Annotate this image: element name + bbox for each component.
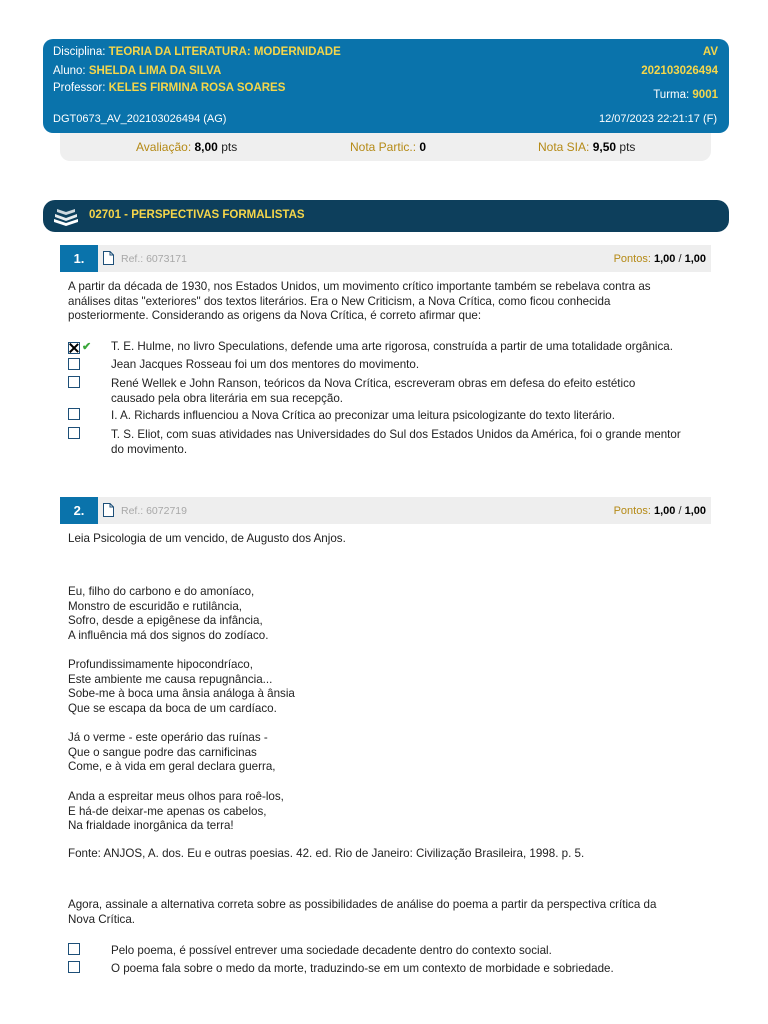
professor-value: KELES FIRMINA ROSA SOARES: [108, 82, 286, 94]
option-text: [111, 377, 711, 406]
question-ref: Ref.: 6073171: [121, 253, 187, 265]
option-line: T. E. Hulme, no livro Speculations, defende uma arte rigorosa, construída a partir de uma totalidade orgânica.: [111, 340, 673, 353]
points-obtained: 1,00: [653, 253, 676, 265]
option-checkbox[interactable]: [68, 358, 80, 370]
points-label: Pontos:: [613, 253, 651, 265]
option-line: causado pela obra literária em sua recepção.: [111, 391, 344, 405]
points-total: 1,00: [684, 505, 706, 517]
option-line: René Wellek e John Ranson, teóricos da Nova Crítica, escreveram obras em defesa do efeito estético: [111, 377, 636, 390]
avaliacao-label: Avaliação:: [136, 140, 192, 154]
question-number: 1.: [60, 245, 98, 272]
option-line: T. S. Eliot, com suas atividades nas Universidades do Sul dos Estados Unidos da América, foi o grande mentor: [111, 428, 681, 441]
prompt-line: Agora, assinale a alternativa correta sobre as possibilidades de análise do poema a partir da perspectiva crítica da: [68, 898, 657, 911]
question-1-bar: [60, 245, 711, 272]
disciplina-label: Disciplina:: [53, 46, 106, 58]
document-icon[interactable]: [103, 251, 114, 265]
professor-row: [53, 82, 285, 94]
points-label: Pontos:: [613, 505, 651, 517]
section-header: [43, 200, 729, 232]
option-text: [111, 962, 711, 977]
option-text: [111, 340, 711, 355]
aluno-label: Aluno:: [53, 65, 86, 77]
poem-stanza: Já o verme - este operário das ruínas - Que o sangue podre das carnificinas Come, e à vida em geral declara guerra,: [68, 731, 276, 774]
correct-check-icon: ✔: [82, 341, 92, 353]
document-icon[interactable]: [103, 503, 114, 517]
aluno-value: SHELDA LIMA DA SILVA: [88, 65, 222, 77]
option-checkbox[interactable]: [68, 376, 80, 388]
option-checkbox[interactable]: [68, 961, 80, 973]
poem-source: Fonte: ANJOS, A. dos. Eu e outras poesias. 42. ed. Rio de Janeiro: Civilização Brasileira, 1998. p. 5.: [68, 847, 585, 860]
avaliacao-value: 8,00: [194, 140, 218, 154]
exam-type: AV: [702, 46, 718, 58]
option-line: Jean Jacques Rosseau foi um dos mentores do movimento.: [111, 358, 420, 371]
grade-nota-partic: [350, 140, 426, 154]
section-title: 02701 - PERSPECTIVAS FORMALISTAS: [89, 209, 305, 221]
option-text: [111, 944, 711, 959]
question-number: 2.: [60, 497, 98, 524]
books-icon: [51, 206, 81, 226]
prompt-line: posteriormente. Considerando as origens da Nova Crítica, é correto afirmar que:: [68, 309, 482, 323]
turma-value: 9001: [692, 89, 718, 101]
grades-bar: [60, 133, 711, 161]
points-total: 1,00: [684, 253, 706, 265]
option-line: Pelo poema, é possível entrever uma sociedade decadente dentro do contexto social.: [111, 944, 552, 957]
poem-stanza: Profundissimamente hipocondríaco, Este ambiente me causa repugnância... Sobe-me à boca uma ânsia análoga à ânsia Que se escapa da boca de um cardíaco.: [68, 658, 295, 715]
nota-partic-value: 0: [419, 140, 427, 154]
prompt-line: A partir da década de 1930, nos Estados Unidos, um movimento crítico importante também se rebelava contra as: [68, 280, 651, 293]
question-2-prompt: [68, 898, 656, 927]
avaliacao-unit: pts: [221, 140, 238, 154]
exam-code: DGT0673_AV_202103026494 (AG): [53, 113, 227, 125]
prompt-line: Nova Crítica.: [68, 912, 136, 926]
professor-label: Professor:: [53, 82, 106, 94]
question-points: [614, 505, 706, 517]
question-points: [614, 253, 706, 265]
option-line: O poema fala sobre o medo da morte, traduzindo-se em um contexto de morbidade e sobriedade.: [111, 962, 614, 975]
poem-stanza: Anda a espreitar meus olhos para roê-los, E há-de deixar-me apenas os cabelos, Na frialdade inorgânica da terra!: [68, 790, 284, 833]
points-obtained: 1,00: [653, 505, 676, 517]
option-line: I. A. Richards influenciou a Nova Crítica ao preconizar uma leitura psicologizante do texto literário.: [111, 409, 615, 422]
option-text: [111, 428, 711, 457]
option-checkbox[interactable]: [68, 427, 80, 439]
option-checkbox[interactable]: [68, 943, 80, 955]
prompt-line: análises ditas "exteriores" dos textos literários. Era o New Criticism, a Nova Crítica, como ficou conhecida: [68, 294, 611, 308]
option-text: [111, 409, 711, 424]
matricula: 202103026494: [641, 65, 718, 77]
option-text: [111, 358, 711, 373]
question-ref: Ref.: 6072719: [121, 505, 187, 517]
exam-datetime: 12/07/2023 22:21:17 (F): [598, 113, 717, 125]
points-separator: /: [678, 505, 682, 517]
question-1-prompt: [68, 280, 651, 324]
poem-stanza: Eu, filho do carbono e do amoníaco, Monstro de escuridão e rutilância, Sofro, desde a epigênese da infância, A influência má dos signos do zodíaco.: [68, 585, 269, 642]
disciplina-row: [53, 46, 341, 58]
grade-avaliacao: [136, 140, 237, 154]
turma-row: [653, 89, 718, 101]
nota-sia-unit: pts: [619, 140, 636, 154]
grade-nota-sia: [538, 140, 635, 154]
option-checkbox[interactable]: [68, 342, 80, 354]
option-checkbox[interactable]: [68, 408, 80, 420]
option-line: do movimento.: [111, 442, 188, 456]
nota-sia-value: 9,50: [592, 140, 617, 154]
nota-sia-label: Nota SIA:: [538, 140, 590, 154]
disciplina-value: TEORIA DA LITERATURA: MODERNIDADE: [108, 46, 341, 58]
aluno-row: [53, 65, 221, 77]
question-2-bar: [60, 497, 711, 524]
points-separator: /: [678, 253, 682, 265]
nota-partic-label: Nota Partic.:: [350, 140, 417, 154]
question-2-intro: Leia Psicologia de um vencido, de Augusto dos Anjos.: [68, 532, 346, 545]
exam-header: [43, 39, 729, 133]
turma-label: Turma:: [653, 89, 690, 101]
